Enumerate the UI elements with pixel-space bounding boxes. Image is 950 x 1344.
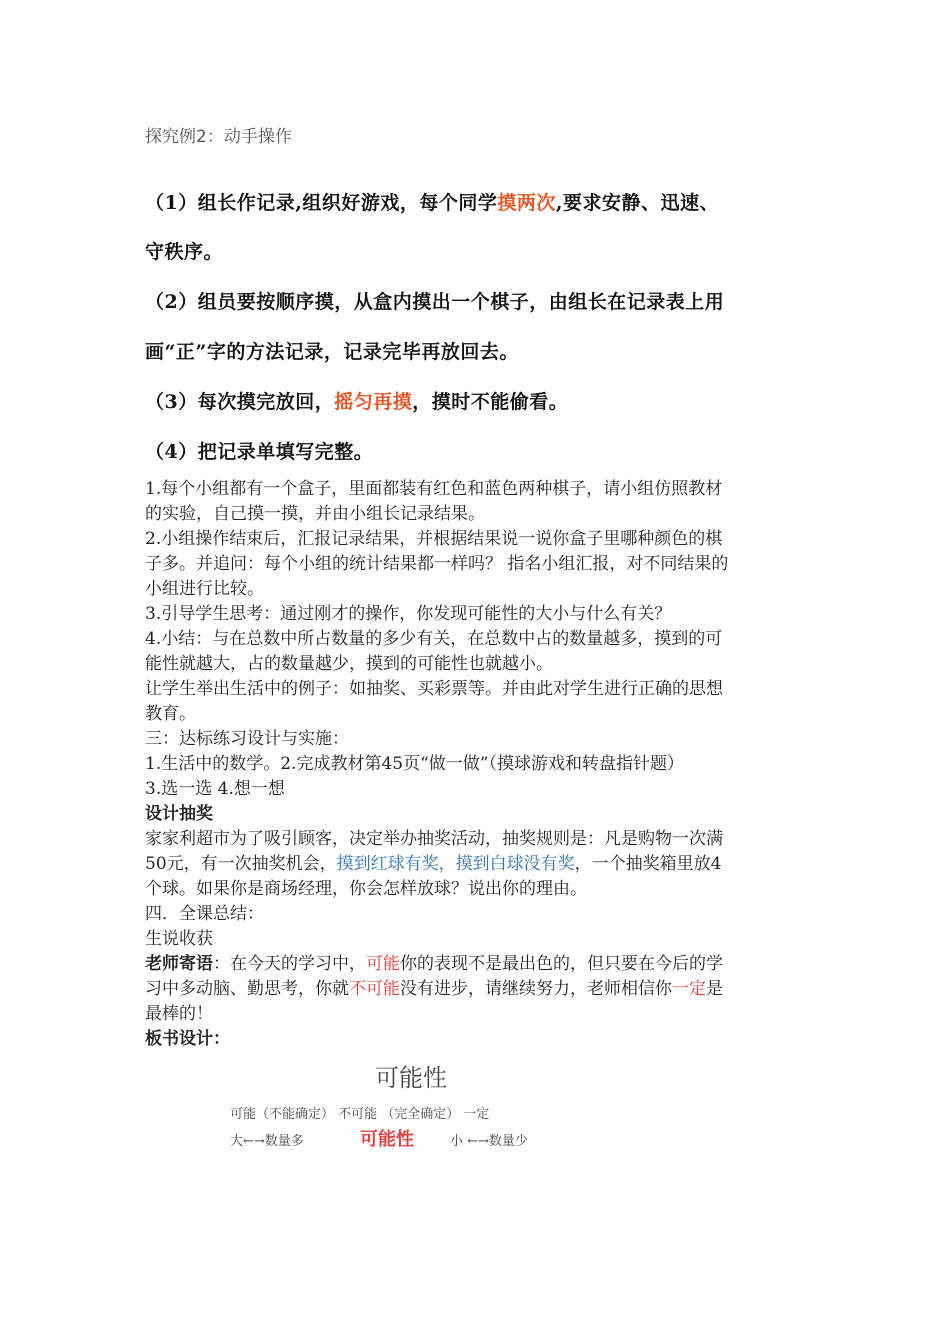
lottery-rule-highlight: 摸到红球有奖，摸到白球没有奖 (336, 854, 575, 874)
section-3-title: 三：达标练习设计与实施： (145, 729, 349, 749)
lottery-line-3: 个球。如果你是商场经理，你会怎样放球？说出你的理由。 (145, 879, 587, 899)
para-2-line-1: 2.小组操作结束后，汇报记录结果，并根据结果说一说你盒子里哪种颜色的棋 (145, 529, 723, 549)
para-5-line-2: 教育。 (145, 704, 196, 724)
msg-highlight-3: 一定 (672, 979, 706, 999)
teacher-message-label: 老师寄语 (145, 954, 213, 974)
msg-text-b3: 是 (706, 979, 723, 999)
msg-text-a1: ：在今天的学习中， (213, 954, 366, 974)
para-2-line-2: 子多。并追问：每个小组的统计结果都一样吗？ 指名小组汇报，对不同结果的 (145, 554, 729, 574)
step-3-text-b: ，摸时不能偷看。 (412, 391, 569, 413)
para-3-line: 3.引导学生思考：通过刚才的操作，你发现可能性的大小与什么有关？ (145, 604, 672, 624)
board-title: 可能性 (375, 1064, 447, 1092)
lottery-text-a: 50元，有一次抽奖机会， (145, 854, 337, 874)
step-1-highlight: 摸两次 (497, 192, 556, 214)
board-design-label: 板书设计： (145, 1029, 230, 1049)
msg-text-a2: 你的表现不是最出色的，但只要在今后的学 (400, 954, 723, 974)
board-row-1: 可能（不能确定） 不可能 （完全确定） 一定 (230, 1107, 490, 1122)
msg-highlight-1: 可能 (366, 954, 400, 974)
para-2-line-3: 小组进行比较。 (145, 579, 264, 599)
para-1-line-1: 1.每个小组都有一个盒子，里面都装有红色和蓝色两种棋子，请小组仿照教材 (145, 479, 723, 499)
msg-highlight-2: 不可能 (349, 979, 400, 999)
board-row-2-right: 小 ←→数量少 (450, 1134, 528, 1149)
para-5-line-1: 让学生举出生活中的例子：如抽奖、买彩票等。并由此对学生进行正确的思想 (145, 679, 723, 699)
lottery-line-2 (145, 852, 721, 876)
step-4-line: （4）把记录单填写完整。 (145, 441, 374, 463)
para-4-line-1: 4.小结：与在总数中所占数量的多少有关，在总数中占的数量越多，摸到的可 (145, 629, 723, 649)
teacher-message-line-2 (145, 977, 723, 1001)
exercise-line-1: 1.生活中的数学。2.完成教材第45页“做一做”（摸球游戏和转盘指针题） (145, 754, 684, 774)
design-lottery-title: 设计抽奖 (145, 804, 213, 824)
section-4-title: 四．全课总结： (145, 904, 264, 924)
exercise-line-2: 3.选一选 4.想一想 (145, 779, 285, 799)
step-1-text-b: ,要求安静、迅速、 (555, 192, 719, 214)
teacher-message-line-1 (145, 952, 723, 976)
step-2-line-1: （2）组员要按顺序摸，从盒内摸出一个棋子，由组长在记录表上用 (145, 291, 725, 313)
harvest-line: 生说收获 (145, 929, 213, 949)
step-1-line-2: 守秩序。 (145, 241, 224, 263)
section-heading: 探究例2：动手操作 (145, 127, 292, 147)
step-1-line-1 (145, 191, 719, 215)
step-2-line-2: 画“正”字的方法记录，记录完毕再放回去。 (145, 341, 519, 363)
para-4-line-2: 能性就越大，占的数量越少，摸到的可能性也就越小。 (145, 654, 553, 674)
msg-text-b2: 没有进步，请继续努力，老师相信你 (400, 979, 672, 999)
step-3-text-a: （3）每次摸完放回， (145, 391, 335, 413)
step-3-highlight: 摇匀再摸 (334, 391, 413, 413)
board-row-2-left: 大←→数量多 (230, 1134, 304, 1149)
step-3-line (145, 390, 568, 414)
step-1-text-a: （1）组长作记录,组织好游戏，每个同学 (145, 192, 498, 214)
msg-text-b1: 习中多动脑、勤思考，你就 (145, 979, 349, 999)
teacher-message-line-3: 最棒的！ (145, 1004, 213, 1024)
lottery-text-b: ，一个抽奖箱里放4 (574, 854, 722, 874)
lottery-line-1: 家家利超市为了吸引顾客，决定举办抽奖活动，抽奖规则是：凡是购物一次满 (145, 829, 723, 849)
para-1-line-2: 的实验，自己摸一摸，并由小组长记录结果。 (145, 504, 485, 524)
board-row-2-center: 可能性 (360, 1129, 414, 1150)
